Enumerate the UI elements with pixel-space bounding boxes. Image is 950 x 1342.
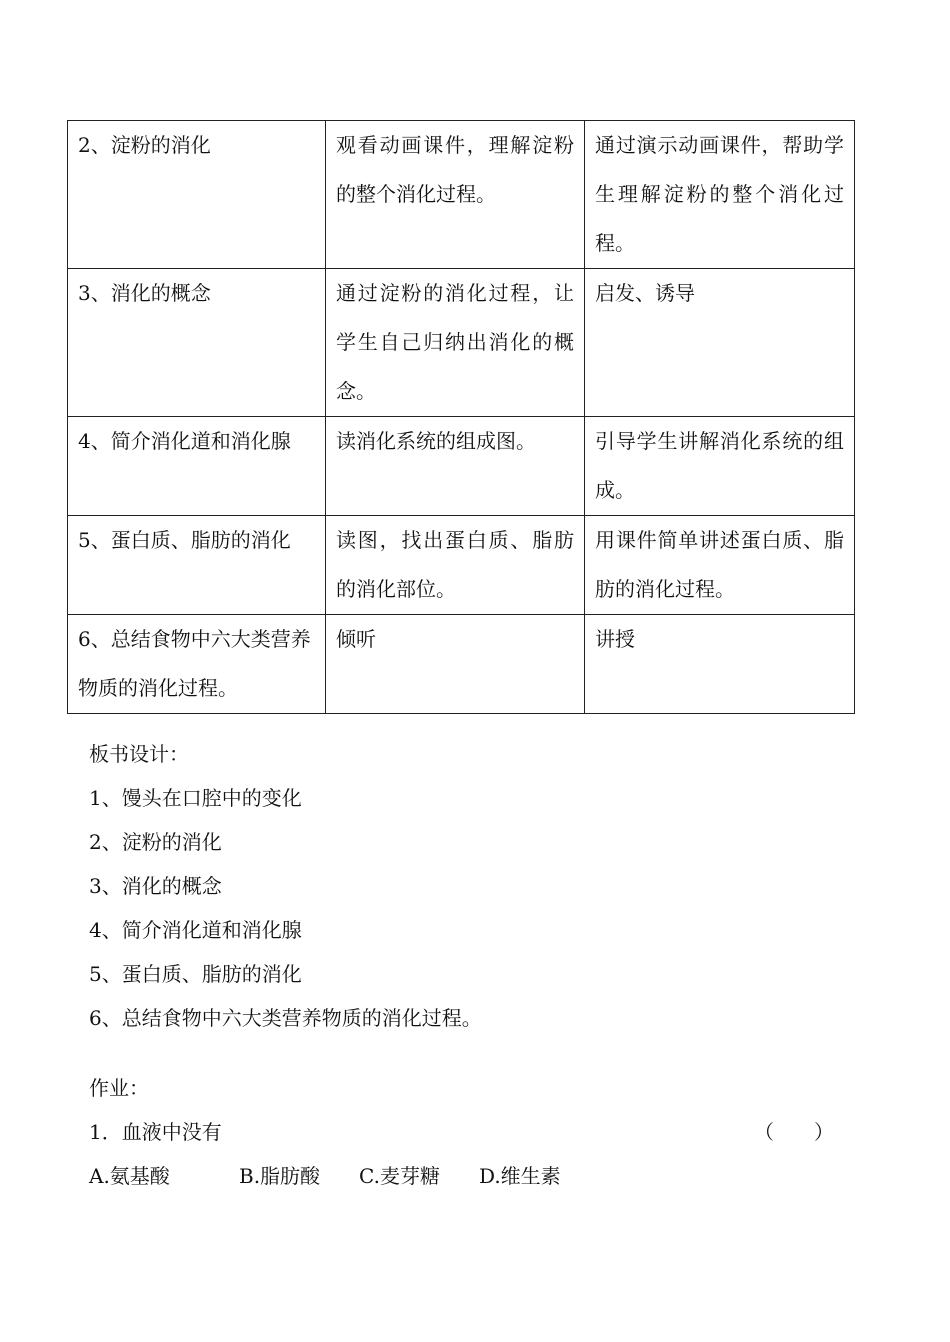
question-line <box>89 1110 834 1154</box>
student-activity-cell: 观看动画课件，理解淀粉的整个消化过程。 <box>326 121 585 269</box>
teacher-activity-cell: 通过演示动画课件，帮助学生理解淀粉的整个消化过程。 <box>585 121 855 269</box>
teacher-activity-cell: 用课件简单讲述蛋白质、脂肪的消化过程。 <box>585 516 855 615</box>
table-row <box>68 516 855 615</box>
table-row <box>68 417 855 516</box>
homework-section <box>89 1066 834 1198</box>
homework-title: 作业： <box>89 1076 149 1100</box>
board-title: 板书设计： <box>89 742 189 766</box>
step-cell: 4、简介消化道和消化腺 <box>68 417 326 516</box>
step-cell: 5、蛋白质、脂肪的消化 <box>68 516 326 615</box>
question-text: 1．血液中没有 <box>89 1120 222 1144</box>
list-item: 5、蛋白质、脂肪的消化 <box>89 962 302 986</box>
list-item: 2、淀粉的消化 <box>89 830 222 854</box>
table-row <box>68 269 855 417</box>
lesson-table <box>67 120 855 714</box>
answer-blank: （ ） <box>754 1120 834 1144</box>
teacher-activity-cell: 讲授 <box>585 615 855 714</box>
list-item: 4、简介消化道和消化腺 <box>89 918 302 942</box>
student-activity-cell: 读消化系统的组成图。 <box>326 417 585 516</box>
step-cell: 3、消化的概念 <box>68 269 326 417</box>
table-row <box>68 615 855 714</box>
option-c: C.麦芽糖 <box>359 1164 440 1188</box>
list-item: 3、消化的概念 <box>89 874 222 898</box>
teacher-activity-cell: 启发、诱导 <box>585 269 855 417</box>
option-b: B.脂肪酸 <box>239 1164 321 1188</box>
option-d: D.维生素 <box>479 1164 561 1188</box>
step-cell: 6、总结食物中六大类营养物质的消化过程。 <box>68 615 326 714</box>
table-row <box>68 121 855 269</box>
list-item: 1、馒头在口腔中的变化 <box>89 786 302 810</box>
student-activity-cell: 读图，找出蛋白质、脂肪的消化部位。 <box>326 516 585 615</box>
student-activity-cell: 倾听 <box>326 615 585 714</box>
list-item: 6、总结食物中六大类营养物质的消化过程。 <box>89 1006 482 1030</box>
teacher-activity-cell: 引导学生讲解消化系统的组成。 <box>585 417 855 516</box>
options-line <box>89 1154 834 1198</box>
board-design <box>89 732 482 1040</box>
student-activity-cell: 通过淀粉的消化过程，让学生自己归纳出消化的概念。 <box>326 269 585 417</box>
option-a: A.氨基酸 <box>89 1164 170 1188</box>
step-cell: 2、淀粉的消化 <box>68 121 326 269</box>
